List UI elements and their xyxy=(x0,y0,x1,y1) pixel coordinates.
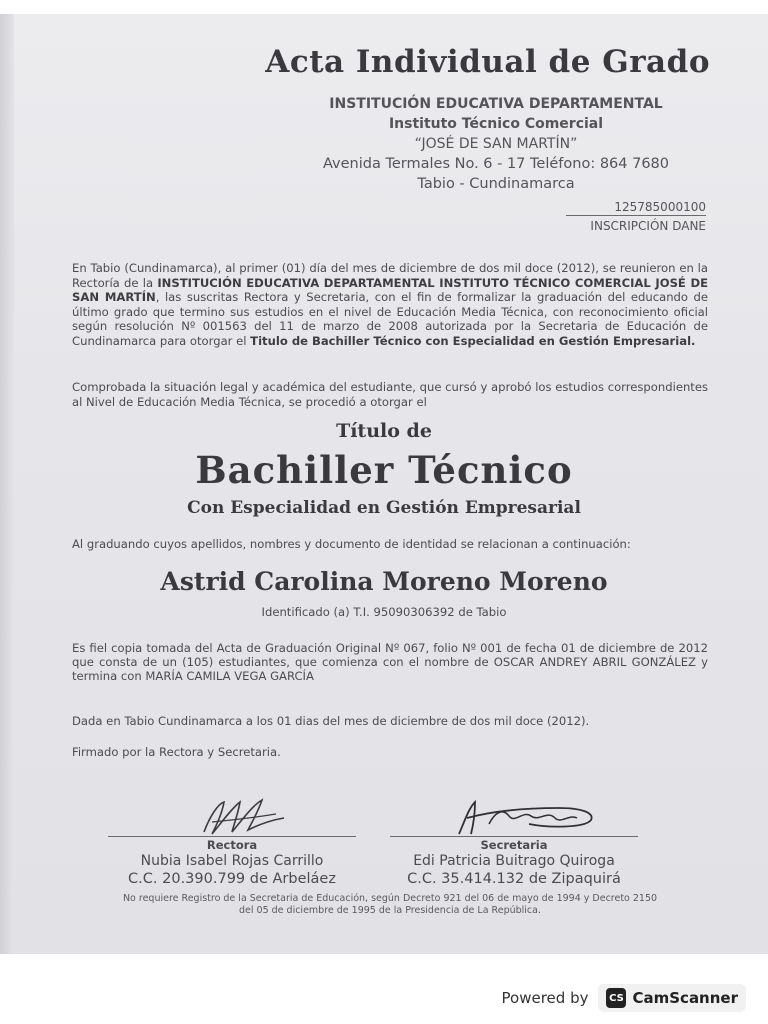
institution-city: Tabio - Cundinamarca xyxy=(417,176,575,192)
institution-address: Avenida Termales No. 6 - 17 Teléfono: 864 7680 xyxy=(322,156,670,172)
powered-by-label: Powered by xyxy=(501,989,589,1007)
institution-line-1: INSTITUCIÓN EDUCATIVA DEPARTAMENTAL xyxy=(329,96,663,112)
certificate-paper xyxy=(0,14,768,954)
institution-header xyxy=(276,94,716,194)
signature-rectora-name: Nubia Isabel Rojas Carrillo xyxy=(140,853,324,869)
paragraph-2: Comprobada la situación legal y académica del estudiante, que cursó y aprobó los estudios correspondientes al Nivel de Educación Media Técnica, se procedió a otorgar el xyxy=(72,380,709,409)
camscanner-logo xyxy=(598,984,746,1012)
paragraph-1-title: Titulo de Bachiller Técnico con Especialidad en Gestión Empresarial. xyxy=(250,333,696,348)
paragraph-1 xyxy=(72,261,708,349)
camscanner-icon: CS xyxy=(606,988,626,1008)
institution-line-2: Instituto Técnico Comercial xyxy=(388,116,604,132)
signature-secretaria xyxy=(390,794,638,888)
signature-secretaria-id: C.C. 35.414.132 de Zipaquirá xyxy=(407,871,621,887)
paragraph-4: Dada en Tabio Cundinamarca a los 01 dias del mes de diciembre de dos mil doce (2012). xyxy=(72,714,590,728)
degree-specialty: Con Especialidad en Gestión Empresarial xyxy=(187,498,581,518)
graduate-intro: Al graduando cuyos apellidos, nombres y documento de identidad se relacionan a continuación: xyxy=(72,537,631,551)
graduate-name: Astrid Carolina Moreno Moreno xyxy=(160,567,608,596)
dane-block xyxy=(566,200,706,233)
signature-secretaria-role: Secretaria xyxy=(390,836,638,852)
document-title: Acta Individual de Grado xyxy=(265,44,710,80)
titulo-de: Título de xyxy=(336,420,432,442)
signature-rectora-role: Rectora xyxy=(108,836,356,852)
paragraph-5: Firmado por la Rectora y Secretaria. xyxy=(72,745,281,759)
signature-secretaria-name: Edi Patricia Buitrago Quiroga xyxy=(413,853,615,869)
signature-rectora-scribble xyxy=(152,794,312,838)
paragraph-3: Es fiel copia tomada del Acta de Graduación Original Nº 067, folio Nº 001 de fecha 01 de diciembre de 2012 que consta de un (105) estudiantes, que comienza con el nombre de OSCAR ANDREY ABRIL GONZÁLEZ y termina con MARÍA CAMILA VEGA GARCÍA xyxy=(72,641,708,683)
paragraph-1-a: En Tabio (Cundinamarca), al primer (01) día del mes de diciembre de dos mil doce (2012), se reunieron en la Rectoría de la xyxy=(72,261,708,290)
signature-secretaria-scribble xyxy=(419,794,609,838)
legal-footnote: No requiere Registro de la Secretaria de Educación, según Decreto 921 del 06 de mayo de 1994 y Decreto 2150 del 05 de diciembre de 1995 de la Presidencia de La República. xyxy=(122,893,658,916)
paragraph-1-c: , las suscritas Rectora y Secretaria, con el fin de formalizar la graduación del educando de último grado que termino sus estudios en el nivel de Educación Media Técnica, con reconocimiento oficial según resolución Nº 001563 del 11 de marzo de 2008 autorizada por la Secretaria de Educación de Cundinamarca para otorgar el xyxy=(72,290,709,348)
camscanner-brand: CamScanner xyxy=(632,989,738,1007)
signature-rectora xyxy=(108,794,356,888)
dane-label: INSCRIPCIÓN DANE xyxy=(590,219,706,233)
paragraph-1-institution: INSTITUCIÓN EDUCATIVA DEPARTAMENTAL INSTITUTO TÉCNICO COMERCIAL JOSÉ DE SAN MARTÍN xyxy=(72,275,708,305)
institution-line-3: “JOSÉ DE SAN MARTÍN” xyxy=(414,136,578,152)
degree-title: Bachiller Técnico xyxy=(195,448,573,492)
signature-rectora-id: C.C. 20.390.799 de Arbeláez xyxy=(128,871,336,887)
camscanner-watermark xyxy=(502,982,746,1014)
graduate-id: Identificado (a) T.I. 95090306392 de Tabio xyxy=(261,605,507,619)
dane-number: 125785000100 xyxy=(566,200,706,216)
